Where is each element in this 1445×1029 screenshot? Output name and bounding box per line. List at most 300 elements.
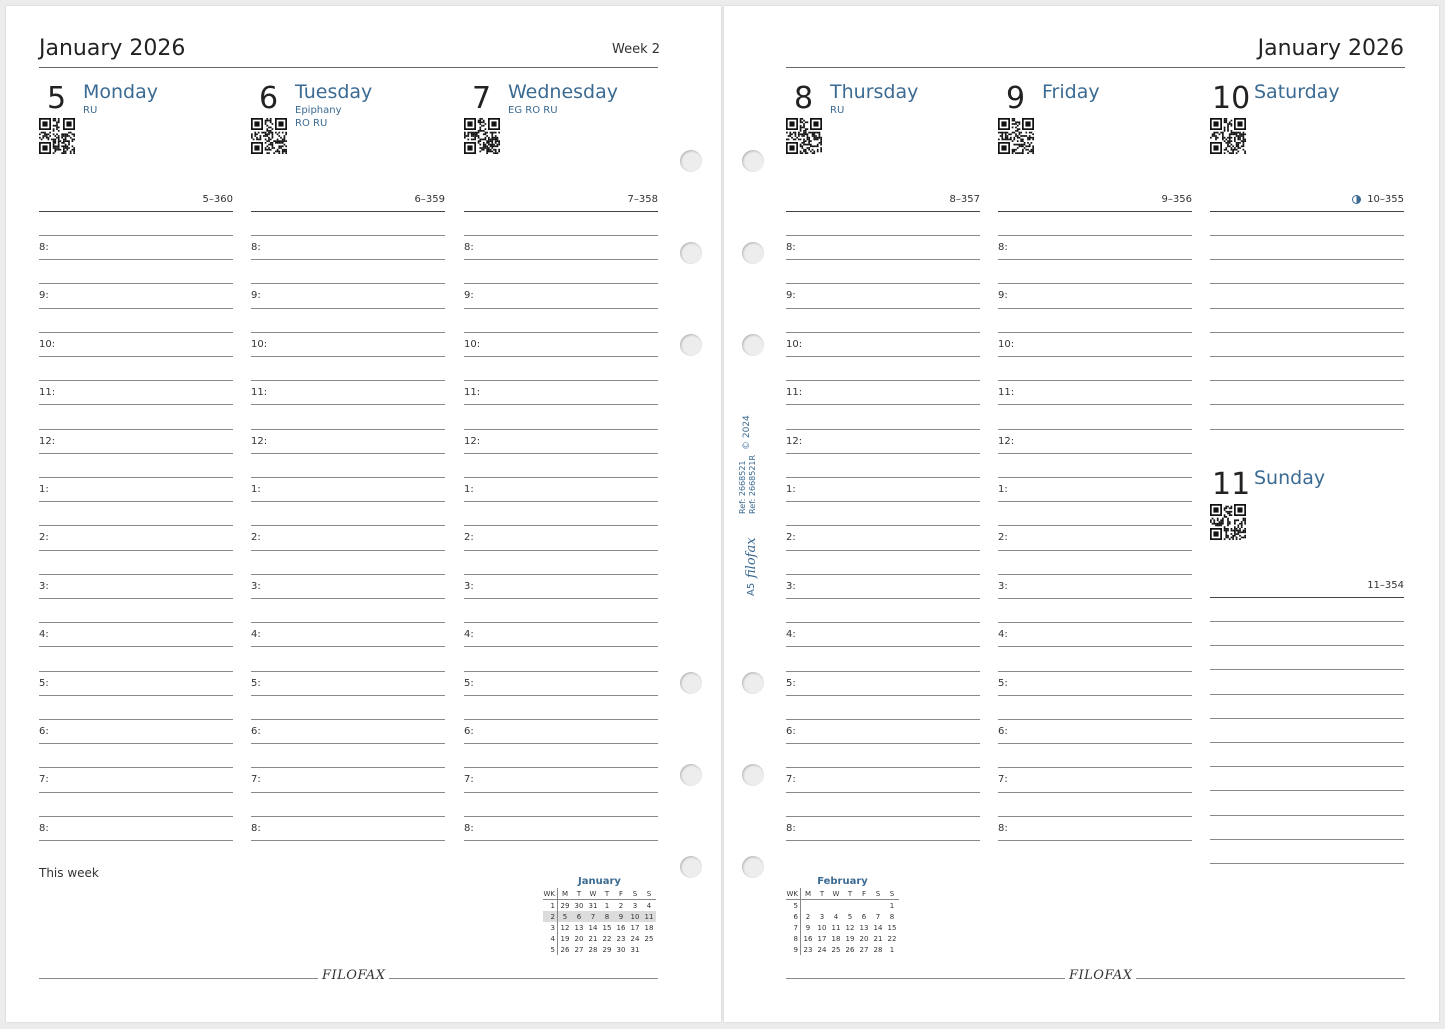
- writing-line[interactable]: [39, 792, 233, 793]
- calendar-date[interactable]: 14: [873, 923, 883, 932]
- calendar-date[interactable]: 6: [861, 912, 867, 921]
- writing-line[interactable]: [998, 501, 1192, 502]
- writing-line[interactable]: [251, 550, 445, 551]
- writing-line[interactable]: [786, 283, 980, 284]
- calendar-date[interactable]: 16: [616, 923, 626, 932]
- hour-label: 7:: [998, 774, 1008, 786]
- calendar-date[interactable]: 10: [628, 911, 642, 922]
- writing-line[interactable]: [998, 429, 1192, 430]
- calendar-date[interactable]: 29: [560, 901, 570, 910]
- hour-label: 5:: [39, 677, 49, 689]
- calendar-date[interactable]: 12: [845, 923, 855, 932]
- writing-line[interactable]: [786, 453, 980, 454]
- day-header-rule: [998, 211, 1192, 212]
- spine-ref1: Ref: 2668521: [738, 460, 747, 514]
- writing-line[interactable]: [786, 380, 980, 381]
- writing-line[interactable]: [786, 525, 980, 526]
- writing-line[interactable]: [464, 767, 658, 768]
- writing-line[interactable]: [998, 477, 1192, 478]
- writing-line[interactable]: [251, 332, 445, 333]
- writing-line[interactable]: [998, 574, 1192, 575]
- writing-line[interactable]: [251, 792, 445, 793]
- calendar-date[interactable]: 6: [572, 911, 586, 922]
- writing-line[interactable]: [1210, 645, 1404, 646]
- writing-line[interactable]: [786, 695, 980, 696]
- writing-line[interactable]: [998, 646, 1192, 647]
- spine-brand: filofax: [744, 537, 759, 578]
- writing-line[interactable]: [1210, 308, 1404, 309]
- month-title: January 2026: [39, 36, 186, 61]
- writing-line[interactable]: [251, 622, 445, 623]
- weekday-header: S: [642, 888, 656, 900]
- week-number: 7: [786, 922, 801, 933]
- writing-line[interactable]: [1210, 863, 1404, 864]
- writing-line[interactable]: [251, 308, 445, 309]
- hour-label: 3:: [464, 580, 474, 592]
- writing-line[interactable]: [1210, 235, 1404, 236]
- hour-label: 10:: [39, 338, 56, 350]
- writing-line[interactable]: [1210, 380, 1404, 381]
- writing-line[interactable]: [786, 574, 980, 575]
- calendar-date[interactable]: 24: [817, 945, 827, 954]
- writing-line[interactable]: [251, 283, 445, 284]
- weekday-header: WK: [786, 888, 801, 900]
- writing-line[interactable]: [786, 501, 980, 502]
- writing-line[interactable]: [786, 429, 980, 430]
- moon-phase-icon: [1352, 195, 1361, 204]
- writing-line[interactable]: [998, 332, 1192, 333]
- calendar-date[interactable]: 3: [632, 901, 638, 910]
- calendar-date[interactable]: 23: [803, 945, 813, 954]
- calendar-date[interactable]: 17: [817, 934, 827, 943]
- writing-line[interactable]: [39, 259, 233, 260]
- writing-line[interactable]: [39, 477, 233, 478]
- writing-line[interactable]: [464, 477, 658, 478]
- writing-line[interactable]: [998, 719, 1192, 720]
- writing-line[interactable]: [1210, 694, 1404, 695]
- calendar-date[interactable]: 30: [616, 945, 626, 954]
- calendar-date[interactable]: 7: [586, 911, 600, 922]
- writing-line[interactable]: [998, 308, 1192, 309]
- writing-line[interactable]: [786, 671, 980, 672]
- writing-line[interactable]: [39, 767, 233, 768]
- writing-line[interactable]: [998, 525, 1192, 526]
- calendar-date[interactable]: [871, 900, 885, 912]
- binder-hole: [680, 672, 702, 694]
- writing-line[interactable]: [1210, 766, 1404, 767]
- week-number: 3: [543, 922, 558, 933]
- writing-line[interactable]: [39, 380, 233, 381]
- calendar-date[interactable]: 2: [618, 901, 624, 910]
- calendar-date[interactable]: 22: [887, 934, 897, 943]
- writing-line[interactable]: [464, 622, 658, 623]
- hour-label: 7:: [251, 774, 261, 786]
- writing-line[interactable]: [251, 477, 445, 478]
- calendar-date[interactable]: [857, 900, 871, 912]
- writing-line[interactable]: [39, 332, 233, 333]
- day-number: 7: [472, 81, 492, 116]
- writing-line[interactable]: [464, 259, 658, 260]
- writing-line[interactable]: [786, 816, 980, 817]
- calendar-date[interactable]: 12: [560, 923, 570, 932]
- writing-line[interactable]: [251, 259, 445, 260]
- calendar-date[interactable]: 27: [574, 945, 584, 954]
- writing-line[interactable]: [786, 792, 980, 793]
- calendar-date[interactable]: 13: [859, 923, 869, 932]
- weekday-header: T: [815, 888, 829, 900]
- day-number: 5: [47, 81, 67, 116]
- calendar-date[interactable]: 23: [616, 934, 626, 943]
- calendar-date[interactable]: 26: [845, 945, 855, 954]
- writing-line[interactable]: [251, 840, 445, 841]
- calendar-date[interactable]: 3: [819, 912, 825, 921]
- hour-label: 2:: [39, 532, 49, 544]
- writing-line[interactable]: [39, 356, 233, 357]
- mini-calendar-february: [786, 876, 899, 955]
- hour-label: 12:: [786, 435, 803, 447]
- day-ordinal: 9–356: [1161, 194, 1192, 205]
- writing-line[interactable]: [786, 356, 980, 357]
- writing-line[interactable]: [39, 816, 233, 817]
- writing-line[interactable]: [39, 743, 233, 744]
- calendar-date[interactable]: [829, 900, 843, 912]
- hour-label: 8:: [786, 822, 796, 834]
- writing-line[interactable]: [39, 235, 233, 236]
- calendar-date[interactable]: 27: [859, 945, 869, 954]
- calendar-date[interactable]: 8: [889, 912, 895, 921]
- right-page: [724, 6, 1439, 1022]
- calendar-date[interactable]: 14: [588, 923, 598, 932]
- writing-line[interactable]: [251, 695, 445, 696]
- writing-line[interactable]: [39, 453, 233, 454]
- spine-imprint: [736, 416, 778, 596]
- hour-label: 8:: [998, 822, 1008, 834]
- writing-line[interactable]: [39, 308, 233, 309]
- writing-line[interactable]: [464, 332, 658, 333]
- qr-code[interactable]: [251, 118, 287, 154]
- writing-line[interactable]: [998, 767, 1192, 768]
- hour-label: 5:: [464, 677, 474, 689]
- writing-line[interactable]: [251, 598, 445, 599]
- calendar-date[interactable]: 10: [817, 923, 827, 932]
- writing-line[interactable]: [464, 235, 658, 236]
- writing-line[interactable]: [251, 453, 445, 454]
- writing-line[interactable]: [251, 429, 445, 430]
- writing-line[interactable]: [1210, 718, 1404, 719]
- day-name: Saturday: [1254, 81, 1340, 103]
- weekday-header: W: [586, 888, 600, 900]
- writing-line[interactable]: [998, 404, 1192, 405]
- day-header-rule: [1210, 597, 1404, 598]
- weekday-header: M: [801, 888, 816, 900]
- day-tags: [83, 104, 97, 117]
- calendar-date[interactable]: 25: [831, 945, 841, 954]
- writing-line[interactable]: [39, 283, 233, 284]
- writing-line[interactable]: [39, 646, 233, 647]
- calendar-date[interactable]: 26: [560, 945, 570, 954]
- writing-line[interactable]: [998, 840, 1192, 841]
- writing-line[interactable]: [251, 743, 445, 744]
- writing-line[interactable]: [251, 356, 445, 357]
- calendar-date[interactable]: 11: [831, 923, 841, 932]
- calendar-date[interactable]: 16: [803, 934, 813, 943]
- writing-line[interactable]: [251, 719, 445, 720]
- writing-line[interactable]: [39, 840, 233, 841]
- writing-line[interactable]: [39, 622, 233, 623]
- hour-label: 12:: [998, 435, 1015, 447]
- writing-line[interactable]: [786, 840, 980, 841]
- calendar-date[interactable]: [801, 900, 816, 912]
- writing-line[interactable]: [464, 404, 658, 405]
- calendar-date[interactable]: 31: [630, 945, 640, 954]
- writing-line[interactable]: [1210, 283, 1404, 284]
- writing-line[interactable]: [998, 259, 1192, 260]
- day-number: 9: [1006, 81, 1026, 116]
- hour-label: 8:: [786, 242, 796, 253]
- writing-line[interactable]: [251, 646, 445, 647]
- calendar-date[interactable]: 17: [630, 923, 640, 932]
- writing-line[interactable]: [786, 550, 980, 551]
- writing-line[interactable]: [998, 356, 1192, 357]
- writing-line[interactable]: [251, 671, 445, 672]
- writing-line[interactable]: [464, 574, 658, 575]
- binder-hole: [742, 242, 764, 264]
- writing-line[interactable]: [1210, 815, 1404, 816]
- writing-line[interactable]: [998, 695, 1192, 696]
- calendar-date[interactable]: 5: [847, 912, 853, 921]
- hour-label: 5:: [998, 677, 1008, 689]
- binder-hole: [742, 764, 764, 786]
- writing-line[interactable]: [251, 574, 445, 575]
- calendar-date[interactable]: 4: [833, 912, 839, 921]
- writing-line[interactable]: [251, 404, 445, 405]
- hour-label: 12:: [251, 435, 268, 447]
- writing-line[interactable]: [998, 622, 1192, 623]
- calendar-date[interactable]: 13: [574, 923, 584, 932]
- writing-line[interactable]: [464, 598, 658, 599]
- hour-label: 6:: [998, 726, 1008, 737]
- weekday-header: WK: [543, 888, 558, 900]
- calendar-date[interactable]: 2: [805, 912, 811, 921]
- writing-line[interactable]: [786, 235, 980, 236]
- calendar-date[interactable]: 1: [889, 945, 895, 954]
- hour-label: 2:: [464, 532, 474, 544]
- weekday-header: W: [829, 888, 843, 900]
- writing-line[interactable]: [464, 646, 658, 647]
- writing-line[interactable]: [464, 743, 658, 744]
- writing-line[interactable]: [464, 283, 658, 284]
- writing-line[interactable]: [464, 816, 658, 817]
- writing-line[interactable]: [464, 356, 658, 357]
- calendar-date[interactable]: 4: [646, 901, 652, 910]
- writing-line[interactable]: [786, 404, 980, 405]
- binder-hole: [742, 672, 764, 694]
- hour-label: 6:: [39, 726, 49, 737]
- calendar-date[interactable]: 28: [873, 945, 883, 954]
- hour-label: 3:: [39, 580, 49, 592]
- writing-line[interactable]: [464, 840, 658, 841]
- hour-label: 3:: [998, 580, 1008, 592]
- writing-line[interactable]: [39, 598, 233, 599]
- writing-line[interactable]: [464, 792, 658, 793]
- week-number: 5: [786, 900, 801, 912]
- writing-line[interactable]: [464, 308, 658, 309]
- calendar-date[interactable]: 5: [558, 911, 573, 922]
- writing-line[interactable]: [1210, 839, 1404, 840]
- calendar-date[interactable]: 18: [644, 923, 654, 932]
- writing-line[interactable]: [464, 429, 658, 430]
- hour-label: 12:: [39, 435, 56, 447]
- writing-line[interactable]: [786, 646, 980, 647]
- calendar-date[interactable]: 8: [600, 911, 614, 922]
- writing-line[interactable]: [39, 671, 233, 672]
- writing-line[interactable]: [39, 429, 233, 430]
- writing-line[interactable]: [1210, 332, 1404, 333]
- writing-line[interactable]: [998, 550, 1192, 551]
- writing-line[interactable]: [464, 453, 658, 454]
- writing-line[interactable]: [1210, 790, 1404, 791]
- calendar-date[interactable]: 19: [560, 934, 570, 943]
- calendar-date[interactable]: [642, 944, 656, 955]
- writing-line[interactable]: [1210, 429, 1404, 430]
- day-name: Wednesday: [508, 81, 619, 103]
- calendar-date[interactable]: 1: [604, 901, 610, 910]
- binder-hole: [680, 764, 702, 786]
- calendar-date[interactable]: 7: [875, 912, 881, 921]
- calendar-date[interactable]: 25: [644, 934, 654, 943]
- writing-line[interactable]: [786, 308, 980, 309]
- writing-line[interactable]: [1210, 621, 1404, 622]
- hour-label: 9:: [464, 290, 474, 302]
- calendar-date[interactable]: 18: [831, 934, 841, 943]
- hour-label: 10:: [464, 338, 481, 350]
- hour-label: 7:: [39, 774, 49, 786]
- calendar-date[interactable]: 9: [614, 911, 628, 922]
- writing-line[interactable]: [786, 598, 980, 599]
- day-tag: EG RO RU: [508, 105, 558, 116]
- writing-line[interactable]: [786, 332, 980, 333]
- writing-line[interactable]: [39, 404, 233, 405]
- calendar-date[interactable]: 29: [602, 945, 612, 954]
- hour-label: 1:: [251, 484, 261, 495]
- day-name: Thursday: [830, 81, 919, 103]
- writing-line[interactable]: [464, 695, 658, 696]
- day-name: Sunday: [1254, 467, 1326, 489]
- weekday-header: T: [843, 888, 857, 900]
- day-header-rule: [251, 211, 445, 212]
- writing-line[interactable]: [39, 719, 233, 720]
- qr-code[interactable]: [786, 118, 822, 154]
- calendar-date[interactable]: 21: [588, 934, 598, 943]
- day-tags: [508, 104, 558, 117]
- writing-line[interactable]: [464, 501, 658, 502]
- calendar-date[interactable]: 30: [574, 901, 584, 910]
- calendar-date[interactable]: 24: [630, 934, 640, 943]
- writing-line[interactable]: [998, 671, 1192, 672]
- calendar-date[interactable]: 31: [588, 901, 598, 910]
- writing-line[interactable]: [464, 719, 658, 720]
- hour-label: 11:: [998, 387, 1015, 399]
- writing-line[interactable]: [251, 501, 445, 502]
- writing-line[interactable]: [786, 767, 980, 768]
- writing-line[interactable]: [998, 816, 1192, 817]
- writing-line[interactable]: [998, 235, 1192, 236]
- hour-label: 5:: [251, 677, 261, 689]
- calendar-date[interactable]: 1: [889, 901, 895, 910]
- qr-code[interactable]: [39, 118, 75, 154]
- writing-line[interactable]: [1210, 404, 1404, 405]
- calendar-date[interactable]: 19: [845, 934, 855, 943]
- writing-line[interactable]: [998, 453, 1192, 454]
- calendar-date[interactable]: 15: [887, 923, 897, 932]
- hour-label: 1:: [464, 484, 474, 495]
- writing-line[interactable]: [1210, 259, 1404, 260]
- writing-line[interactable]: [251, 767, 445, 768]
- writing-line[interactable]: [786, 477, 980, 478]
- writing-line[interactable]: [39, 550, 233, 551]
- hour-label: 1:: [39, 484, 49, 495]
- writing-line[interactable]: [464, 671, 658, 672]
- writing-line[interactable]: [998, 283, 1192, 284]
- writing-line[interactable]: [1210, 356, 1404, 357]
- writing-line[interactable]: [251, 816, 445, 817]
- calendar-date[interactable]: 21: [873, 934, 883, 943]
- qr-code[interactable]: [1210, 504, 1246, 540]
- writing-line[interactable]: [251, 525, 445, 526]
- writing-line[interactable]: [786, 743, 980, 744]
- weekday-header: F: [614, 888, 628, 900]
- writing-line[interactable]: [786, 719, 980, 720]
- weekday-header: S: [628, 888, 642, 900]
- writing-line[interactable]: [786, 259, 980, 260]
- writing-line[interactable]: [998, 743, 1192, 744]
- writing-line[interactable]: [464, 525, 658, 526]
- writing-line[interactable]: [1210, 742, 1404, 743]
- writing-line[interactable]: [39, 695, 233, 696]
- writing-line[interactable]: [998, 380, 1192, 381]
- qr-code[interactable]: [464, 118, 500, 154]
- qr-code[interactable]: [1210, 118, 1246, 154]
- writing-line[interactable]: [39, 525, 233, 526]
- writing-line[interactable]: [251, 380, 445, 381]
- writing-line[interactable]: [998, 792, 1192, 793]
- calendar-date[interactable]: [815, 900, 829, 912]
- hour-label: 11:: [786, 387, 803, 399]
- calendar-date[interactable]: 15: [602, 923, 612, 932]
- calendar-date[interactable]: 28: [588, 945, 598, 954]
- calendar-date[interactable]: 20: [574, 934, 584, 943]
- weekday-header: T: [572, 888, 586, 900]
- hour-label: 4:: [998, 629, 1008, 641]
- calendar-date[interactable]: 9: [805, 923, 811, 932]
- calendar-date[interactable]: 20: [859, 934, 869, 943]
- writing-line[interactable]: [464, 550, 658, 551]
- calendar-date[interactable]: 22: [602, 934, 612, 943]
- writing-line[interactable]: [251, 235, 445, 236]
- hour-label: 2:: [998, 532, 1008, 544]
- calendar-date[interactable]: 11: [642, 911, 656, 922]
- writing-line[interactable]: [39, 501, 233, 502]
- writing-line[interactable]: [786, 622, 980, 623]
- hour-label: 7:: [464, 774, 474, 786]
- weekday-header: M: [558, 888, 573, 900]
- qr-code[interactable]: [998, 118, 1034, 154]
- writing-line[interactable]: [1210, 669, 1404, 670]
- writing-line[interactable]: [39, 574, 233, 575]
- writing-line[interactable]: [464, 380, 658, 381]
- calendar-date[interactable]: [843, 900, 857, 912]
- writing-line[interactable]: [998, 598, 1192, 599]
